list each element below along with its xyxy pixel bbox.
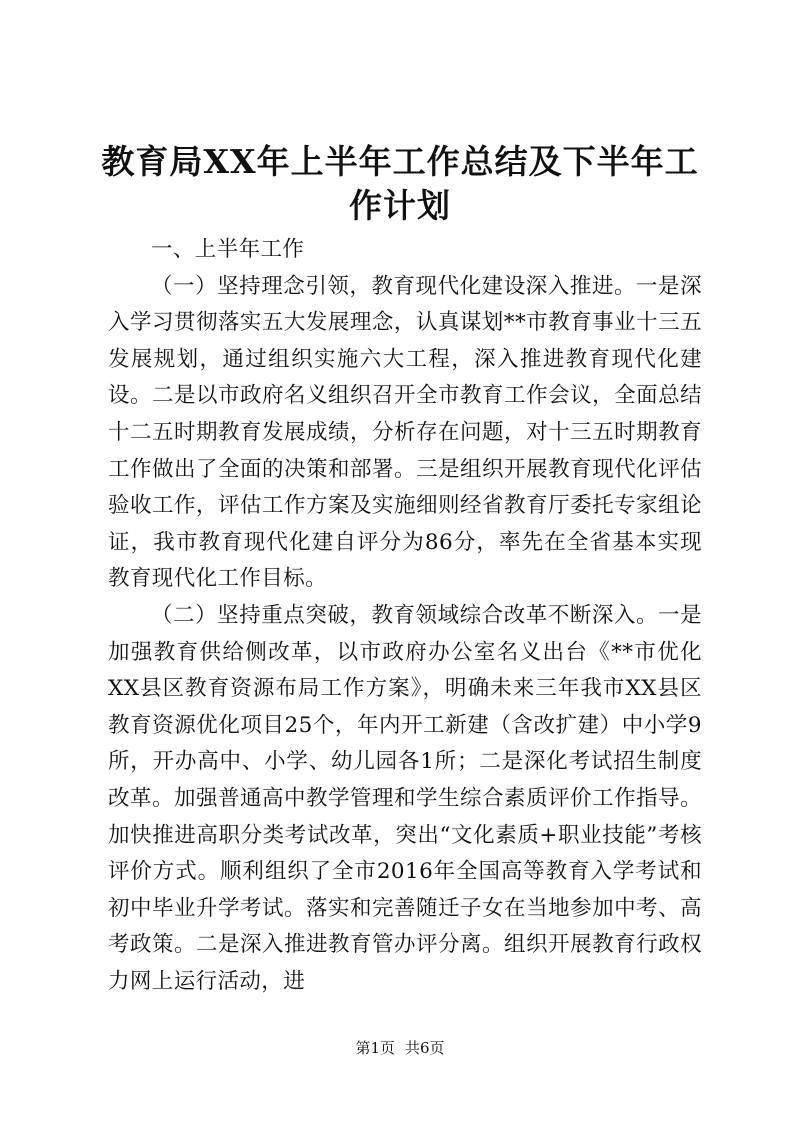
page-footer — [0, 1038, 800, 1058]
paragraph-2: （二）坚持重点突破，教育领域综合改革不断深入。一是加强教育供给侧改革，以市政府办公室名义出台《**市优化XX县区教育资源布局工作方案》，明确未来三年我市XX县区教育资源优化项目25个，年内开工新建（含改扩建）中小学9所，开办高中、小学、幼儿园各1所；二是深化考试招生制度改革。加强普通高中教学管理和学生综合素质评价工作指导。加快推进高职分类考试改革，突出“文化素质+职业技能”考核评价方式。顺利组织了全市2016年全国高等教育入学考试和初中毕业升学考试。落实和完善随迁子女在当地参加中考、高考政策。二是深入推进教育管办评分离。组织开展教育行政权力网上运行活动，进 — [108, 602, 702, 994]
document-title: 教育局XX年上半年工作总结及下半年工作计划 — [101, 142, 699, 225]
section-heading: 一、上半年工作 — [151, 237, 305, 262]
page-total: 共6页 — [405, 1039, 445, 1057]
page-number: 第1页 — [355, 1039, 395, 1057]
paragraph-1: （一）坚持理念引领，教育现代化建设深入推进。一是深入学习贯彻落实五大发展理念，认真谋划**市教育事业十三五发展规划，通过组织实施六大工程，深入推进教育现代化建设。二是以市政府名义组织召开全市教育工作会议，全面总结十二五时期教育发展成绩，分析存在问题，对十三五时期教育工作做出了全面的决策和部署。三是组织开展教育现代化评估验收工作，评估工作方案及实施细则经省教育厅委托专家组论证，我市教育现代化建自评分为86分，率先在全省基本实现教育现代化工作目标。 — [108, 273, 702, 592]
document-body — [108, 232, 702, 1000]
